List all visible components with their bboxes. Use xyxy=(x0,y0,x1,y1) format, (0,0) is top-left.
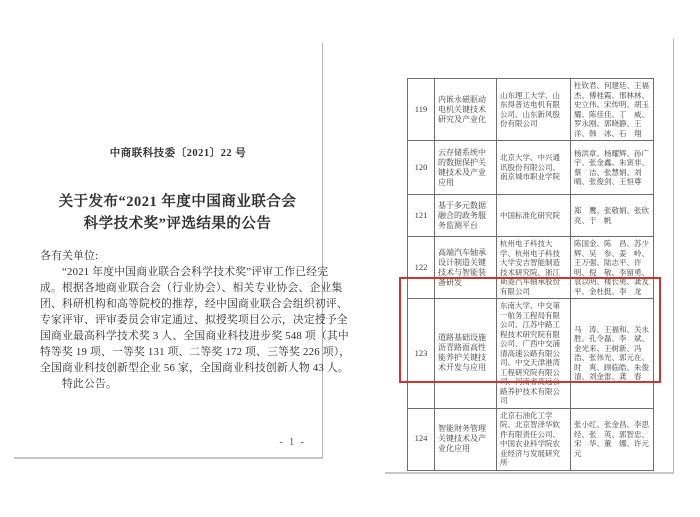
table-row xyxy=(408,79,654,141)
body-line: 成。根据各地商业联合会（行业协会）、相关专业协会、企业集 xyxy=(40,282,343,294)
doc-number: 中商联科技委〔2021〕22 号 xyxy=(109,148,247,159)
cell-orgs: 北京大学、中兴通讯股份有限公司、南京城市职业学院 xyxy=(497,141,571,195)
cell-people: 张小红、张金昌、李思经、张 英、郭智忠、宋 华、董 娜、许元元 xyxy=(571,408,654,470)
cell-people: 杨洪章、杨耀辉、孙广宇、张金鑫、朱寅非、蔡 洁、张慧娟、刘 晴、张俊剑、王恒尊 xyxy=(571,141,654,195)
table-row xyxy=(408,141,654,195)
cell-no: 119 xyxy=(408,79,435,141)
cell-orgs: 北京石油化工学院、北京智泽华软件有限责任公司、中国农业科学院农业经济与发展研究所 xyxy=(497,408,571,470)
cell-people: 郑 鹰、张敬娟、张欣亮、于 帆 xyxy=(571,195,654,237)
cell-orgs: 山东理工大学、山东得普达电机有限公司、山东新风股份有限公司 xyxy=(497,79,571,141)
cell-project: 高端汽车轴承设计制造关键技术与智能装备研发 xyxy=(435,237,497,299)
salutation: 各有关单位: xyxy=(40,250,99,262)
cell-orgs: 杭州电子科技大学、杭州电子科技大学安吉智能制造技术研究院、浙江斯菱汽车轴承股份有限公司 xyxy=(497,237,571,299)
body-line: 全国商业科技创新型企业 56 家，全国商业科技创新人物 43 人。 xyxy=(40,362,349,374)
page-number: - 1 - xyxy=(279,437,306,448)
cell-no: 121 xyxy=(408,195,435,237)
cell-no: 124 xyxy=(408,408,435,470)
cell-no: 120 xyxy=(408,141,435,195)
body-line: 国商业最高科学技术奖 3 人、全国商业科技进步奖 548 项（其中 xyxy=(40,330,349,342)
cell-project: 内嵌永磁驱动电机关键技术研究及产业化 xyxy=(435,79,497,141)
cell-project: 智能财务管理关键技术及产业化应用 xyxy=(435,408,497,470)
highlight-box xyxy=(399,277,661,383)
body-line: 特等奖 19 项、一等奖 131 项、二等奖 172 项、三等奖 226 项）， xyxy=(40,346,351,358)
cell-people: 马 涛、王福和、关永胜、孔令磊、李 斌、金光来、王树新、冯 浩、张伟光、郭元在、时 爽、顾临皓、朱俊清、刘金雷、龚 春 xyxy=(571,299,654,409)
cell-people: 杜钦君、何建廷、王福杰、傅桂霞、邢林林、史立伟、宋传明、胡玉耀、陈佳佳、丁 威、罗永刚、郭晓静、王 洋、韩 冰、石 翔 xyxy=(571,79,654,141)
notice-title-line2: 科学技术奖”评选结果的公告 xyxy=(83,216,272,232)
award-table-page xyxy=(385,39,674,474)
cell-no: 122 xyxy=(408,237,435,299)
body-line: “2021 年度中国商业联合会科学技术奖”评审工作已经完 xyxy=(62,266,329,278)
cell-project: 基于多元数据融合的政务服务监测平台 xyxy=(435,195,497,237)
table-row xyxy=(408,408,654,470)
body-line: 团、科研机构和高等院校的推荐，经中国商业联合会组织初评、 xyxy=(40,298,348,310)
cell-orgs: 中国标准化研究院 xyxy=(497,195,571,237)
notice-title xyxy=(14,191,322,235)
cell-orgs: 东南大学、中交第一航务工程局有限公司、江苏中路工程技术研究院有限公司、广西中交浦清高速公路有限公司、中交天津港湾工程研究院有限公司、河南省高远公路养护技术有限公司 xyxy=(497,299,571,409)
awards-table xyxy=(407,78,654,471)
cell-no: 123 xyxy=(408,299,435,409)
cell-people: 陈国金、陈 昌、苏少辉、吴 参、姜 岭、王万强、陆志平、许 明、倪 敬、李留勇、袁以明、楼长勇、龚友平、金杜挺、李 龙 xyxy=(571,237,654,299)
notice-title-line1: 关于发布“2021 年度中国商业联合会 xyxy=(58,194,297,210)
cell-project: 道路基础设施沥青路面高性能养护关键技术开发与应用 xyxy=(435,299,497,409)
body-line: 专家评审、评审委员会审定通过、拟授奖项目公示，决定授予全 xyxy=(40,314,348,326)
cell-project: 云存储系统中的数据保护关键技术及产业应用 xyxy=(435,141,497,195)
body-line: 特此公告。 xyxy=(62,378,117,390)
notice-body xyxy=(40,264,351,392)
table-row xyxy=(408,195,654,237)
notice-page xyxy=(14,43,351,459)
